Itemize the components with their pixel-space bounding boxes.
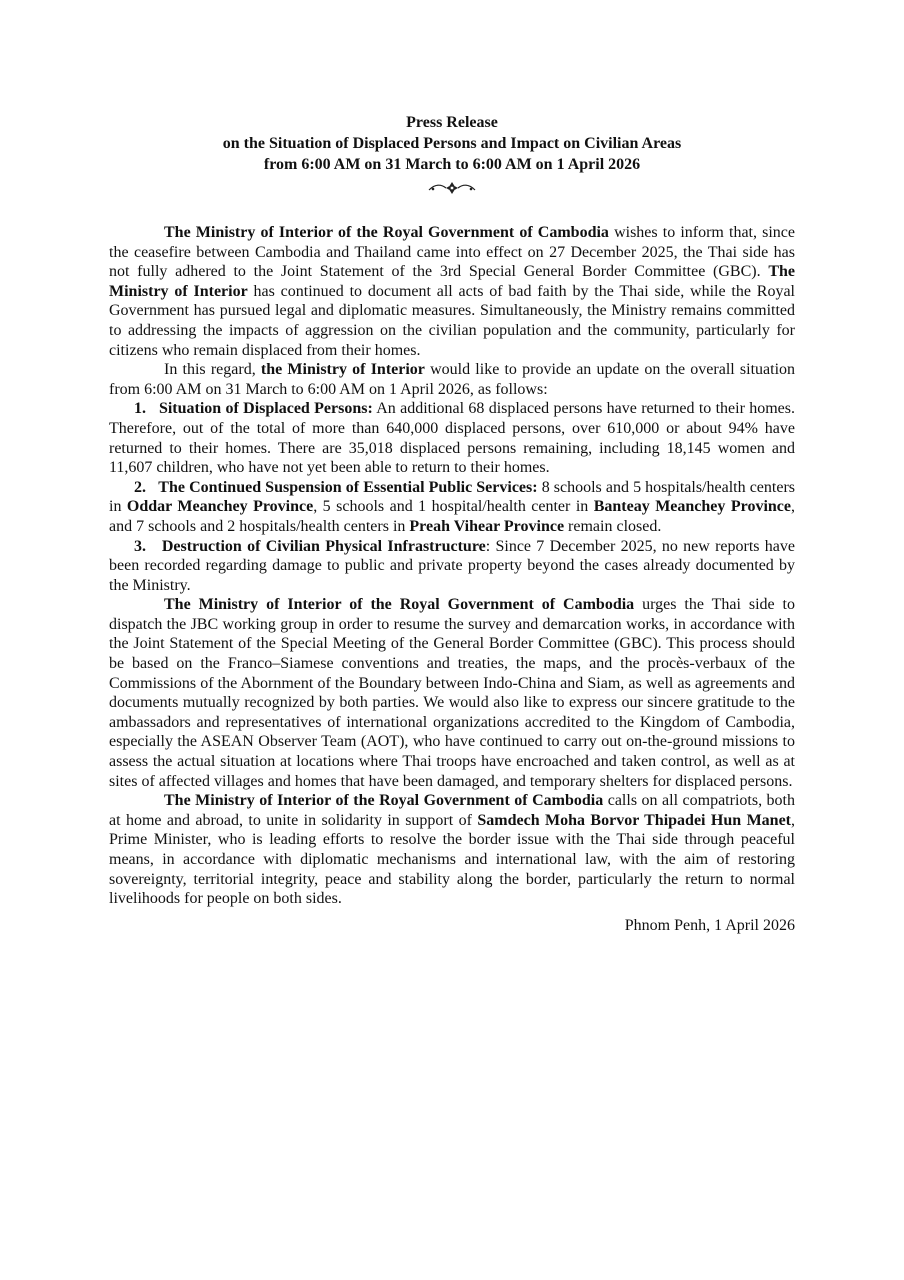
item-title: Destruction of Civilian Physical Infrastructure	[161, 537, 486, 555]
province-banteay-meanchey: Banteay Meanchey Province	[593, 498, 791, 516]
regard-bold: the Ministry of Interior	[260, 361, 425, 379]
item-number: 2.	[134, 478, 146, 496]
document-date-range: from 6:00 AM on 31 March to 6:00 AM on 1 April 2026	[263, 156, 641, 173]
province-preah-vihear: Preah Vihear Province	[409, 517, 565, 535]
call-text-part2: , Prime Minister, who is leading efforts to resolve the border issue with the Thai side through peaceful means, in accordance with diplomatic mechanisms and international law, with the aim of restoring sovereignty, territorial integrity, peace and stability along the border, particularly the return to normal livelihoods for people on both sides.	[109, 811, 795, 908]
regard-paragraph	[109, 360, 795, 399]
item-text: remain closed.	[564, 517, 662, 535]
item-text: 8 schools and 5 hospitals/health centers in	[109, 478, 795, 516]
regard-text-part2: would like to provide an update on the overall situation from 6:00 AM on 31 March to 6:00 AM on 1 April 2026, as follows:	[109, 361, 796, 398]
intro-paragraph	[109, 223, 795, 360]
press-release-header	[0, 112, 904, 195]
item-text: : Since 7 December 2025, no new reports have been recorded regarding damage to public and private property beyond the cases already documented by the Ministry.	[109, 537, 795, 594]
item-text: , and 7 schools and 2 hospitals/health centers in	[109, 498, 795, 535]
item-infrastructure	[109, 537, 795, 596]
ministry-name-bold: The Ministry of Interior of the Royal Government of Cambodia	[164, 224, 609, 241]
floral-ornament-icon	[0, 181, 904, 195]
item-title: Situation of Displaced Persons:	[158, 400, 373, 418]
item-number: 3.	[134, 537, 146, 555]
ministry-name-bold: The Ministry of Interior of the Royal Government of Cambodia	[164, 792, 604, 810]
call-paragraph	[109, 791, 795, 909]
document-subtitle: on the Situation of Displaced Persons and Impact on Civilian Areas	[222, 135, 682, 152]
urge-text: urges the Thai side to dispatch the JBC working group in order to resume the survey and demarcation works, in accordance with the Joint Statement of the Special Meeting of the General Border Committee (GBC). This process should be based on the Franco–Siamese conventions and treaties, the maps, and the procès-verbaux of the Commissions of the Abornment of the Boundary between Indo-China and Siam, as well as agreements and documents mutually recognized by both parties. We would also like to express our sincere gratitude to the ambassadors and representatives of international organizations accredited to the Kingdom of Cambodia, especially the ASEAN Observer Team (AOT), who have continued to carry out on-the-ground missions to assess the actual situation at locations where Thai troops have encroached and taken control, as well as at sites of affected villages and homes that have been damaged, and temporary shelters for displaced persons.	[109, 596, 795, 790]
item-text: , 5 schools and 1 hospital/health center in	[313, 498, 594, 516]
press-release-body	[109, 223, 795, 935]
item-title: The Continued Suspension of Essential Public Services:	[158, 478, 538, 496]
intro-text-part1: wishes to inform that, since the ceasefire between Cambodia and Thailand came into effect on 27 December 2025, the Thai side has not fully adhered to the Joint Statement of the 3rd Special General Border Committee (GBC).	[109, 224, 795, 281]
item-displaced-persons	[109, 399, 795, 477]
document-title: Press Release	[406, 114, 498, 131]
call-text-part1: calls on all compatriots, both at home and abroad, to unite in solidarity in support of	[109, 792, 796, 829]
intro-text-part2: has continued to document all acts of bad faith by the Thai side, while the Royal Government has pursued legal and diplomatic measures. Simultaneously, the Ministry remains committed to addressing the impacts of aggression on the civilian population and the community, particularly for citizens who remain displaced from their homes.	[109, 282, 796, 359]
place-date-signoff: Phnom Penh, 1 April 2026	[624, 916, 795, 934]
ministry-short-bold: The Ministry of Interior	[109, 263, 795, 300]
item-public-services	[109, 478, 795, 537]
urge-paragraph	[109, 595, 795, 791]
province-oddar-meanchey: Oddar Meanchey Province	[126, 498, 314, 516]
prime-minister-name: Samdech Moha Borvor Thipadei Hun Manet	[477, 811, 791, 829]
item-number: 1.	[134, 400, 146, 418]
ministry-name-bold: The Ministry of Interior of the Royal Government of Cambodia	[164, 596, 635, 614]
item-text: An additional 68 displaced persons have returned to their homes. Therefore, out of the total of more than 640,000 displaced persons, over 610,000 or about 94% have returned to their homes. There are 35,018 displaced persons remaining, including 18,145 women and 11,607 children, who have not yet been able to return to their homes.	[109, 400, 795, 477]
regard-text-part1: In this regard,	[164, 361, 261, 379]
